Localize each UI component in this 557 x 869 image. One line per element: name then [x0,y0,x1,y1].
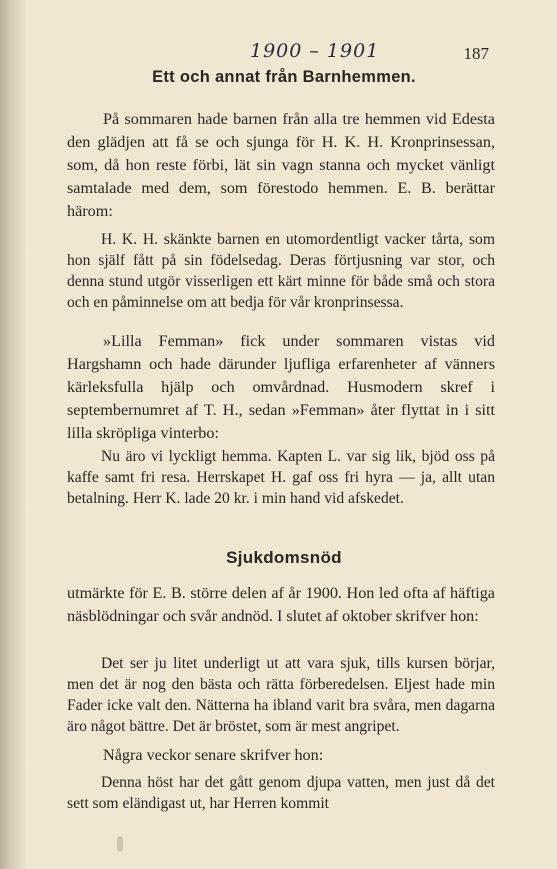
paper-mark [117,836,123,852]
handwritten-note: 1900 – 1901 [250,40,380,62]
paragraph: utmärkte för E. B. större delen af år 1900. Hon led ofta af häftiga näsblödningar och svår andnöd. I slutet af oktober skrifver hon: [67,584,495,625]
page-number: 187 [463,44,489,63]
section-title: Sjukdomsnöd [226,548,342,567]
quote-paragraph: Det ser ju litet underligt ut att vara sjuk, tills kursen börjar, men det är nog den bästa och rätta förberedelsen. Eljest hade min Fader icke valt den. Nätterna ha ibland varit bra svåra, men dagarna äro något bättre. Det är bröstet, som är mest angripet. [67,655,495,735]
paragraph: Några veckor senare skrifver hon: [103,746,324,764]
paragraph: På sommaren hade barnen från alla tre hemmen vid Edesta den glädjen att få se och sjunga för H. K. H. Kronprinsessan, som, då hon reste förbi, lät sin vagn stanna och mycket vänligt samtalade med dem, som förestodo hemmen. E. B. berättar härom: [67,110,495,220]
quote-paragraph: Denna höst har det gått genom djupa vatten, men just då det sett som eländigast ut, har Herren kommit [67,774,495,812]
paragraph: »Lilla Femman» fick under sommaren vistas vid Hargshamn och hade därunder ljufliga erfarenheter af vänners kärleksfulla hjälp och omvårdnad. Husmodern skref i septembernumret af T. H., sedan »Femman» åter flyttat in i sitt lilla skröpliga vinterbo: [67,332,495,442]
section-title: Ett och annat från Barnhemmen. [152,68,416,86]
quote-paragraph: H. K. H. skänkte barnen en utomordentligt vacker tårta, som hon själf fått på sin födelsedag. Deras förtjusning var stor, och denna stund utgör visserligen ett kärt minne för både små och stora och en påminnelse om att bedja för vår kronprinsessa. [67,231,495,311]
quote-paragraph: Nu äro vi lyckligt hemma. Kapten L. var sig lik, bjöd oss på kaffe samt fri resa. Herrskapet H. gaf oss fri hyra — ja, allt utan betalning. Herr K. lade 20 kr. i min hand vid afskedet. [67,448,495,507]
